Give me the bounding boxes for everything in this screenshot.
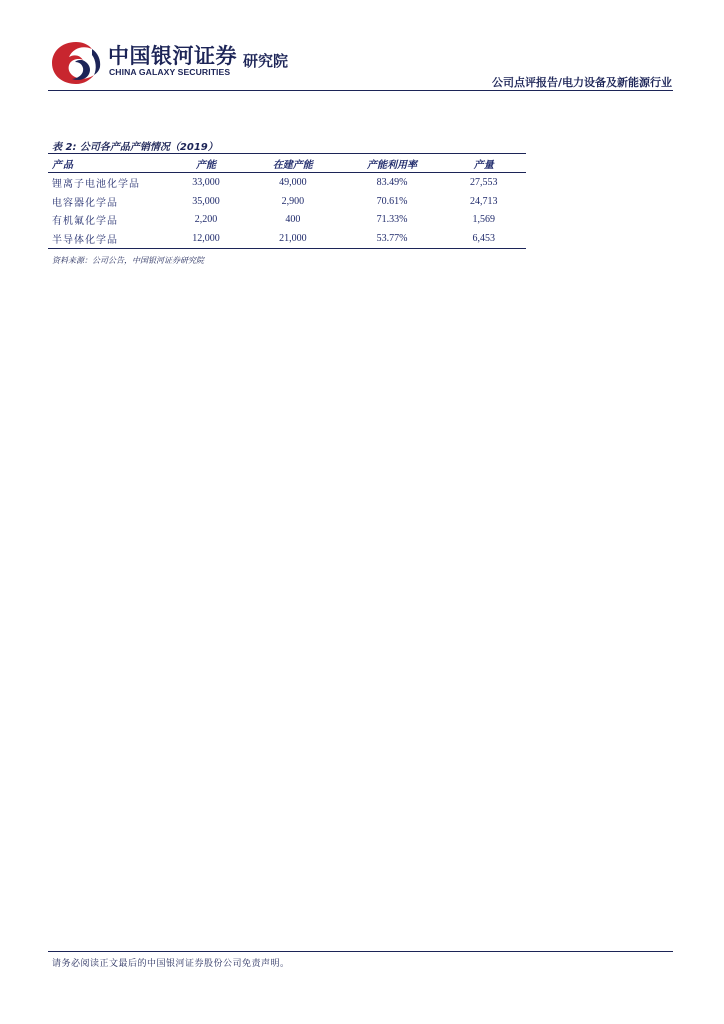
output-cell: 24,713 [470,195,498,207]
output-cell: 1,569 [472,214,496,226]
table-row [48,173,526,192]
table-header-row [48,154,526,173]
table-caption: 表 2: 公司各产品产销情况（2019） [52,142,218,153]
capacity-under-construction-cell: 2,900 [281,195,305,207]
header-divider [48,90,673,91]
utilization-rate-cell: 53.77% [342,229,441,248]
table-row [48,192,526,211]
brand-name-en: CHINA GALAXY SECURITIES [109,67,231,77]
output-cell: 6,453 [442,229,526,248]
brand-name-cn: 中国银河证券 [108,44,237,68]
capacity-cell: 12,000 [169,229,243,248]
column-header: 产品 [48,154,169,173]
column-header: 产能 [169,154,243,173]
column-header: 在建产能 [243,154,342,173]
capacity-cell: 33,000 [192,176,220,188]
table-row [48,229,526,248]
product-cell: 有机氟化学品 [52,216,118,228]
utilization-rate-cell: 83.49% [376,176,408,188]
utilization-rate-cell: 70.61% [376,195,408,207]
capacity-under-construction-cell: 400 [285,214,301,226]
column-header: 产能利用率 [342,154,441,173]
disclaimer-text: 请务必阅读正文最后的中国银河证券股份公司免责声明。 [52,959,290,969]
output-cell: 27,553 [470,176,498,188]
report-type: 公司点评报告/电力设备及新能源行业 [491,76,672,89]
capacity-cell: 2,200 [194,214,218,226]
product-cell: 电容器化学品 [52,197,118,209]
capacity-under-construction-cell: 21,000 [243,229,342,248]
capacity-under-construction-cell: 49,000 [279,176,307,188]
production-table [48,153,526,249]
column-header: 产量 [442,154,526,173]
footer-divider [48,951,673,952]
product-cell: 半导体化学品 [48,229,169,248]
utilization-rate-cell: 71.33% [376,214,408,226]
table-source-note: 资料来源：公司公告，中国银河证券研究院 [52,256,204,265]
brand-institute: 研究院 [243,52,289,70]
galaxy-logo-icon [48,38,104,88]
capacity-cell: 35,000 [192,195,220,207]
product-cell: 锂离子电池化学品 [52,178,140,190]
table-row [48,210,526,229]
